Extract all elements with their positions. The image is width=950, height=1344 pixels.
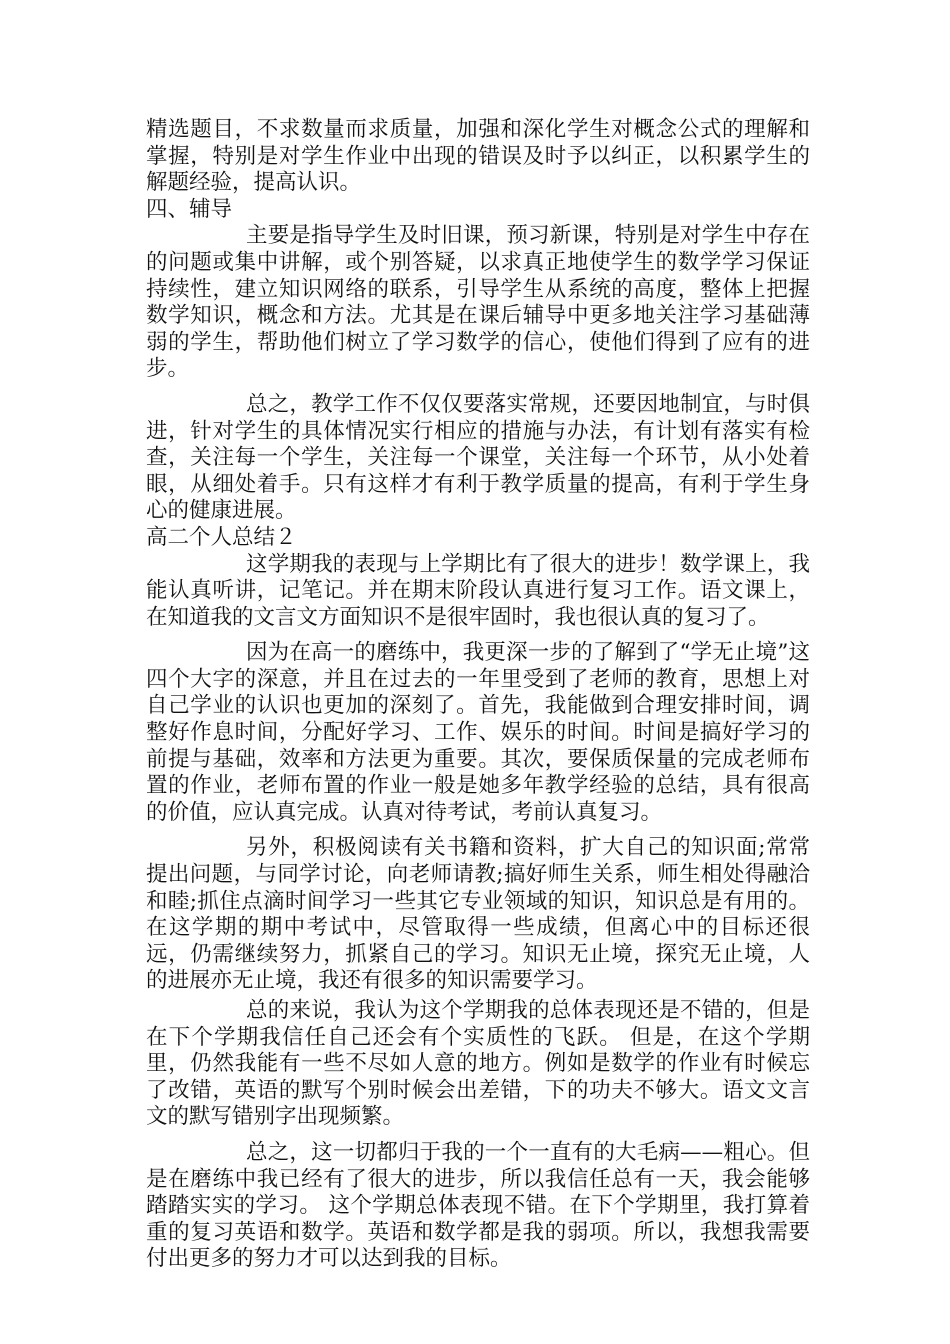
paragraph-tutoring: 主要是指导学生及时旧课，预习新课，特别是对学生中存在的问题或集中讲解，或个别答疑，以求真正地使学生的数学学习保证持续性，建立知识网络的联系，引导学生从系统的高度，整体上把握数学知识，概念和方法。尤其是在课后辅导中更多地关注学习基础薄弱的学生，帮助他们树立了学习数学的信心，使他们得到了应有的进步。 [146,223,810,382]
paragraph-progress: 这学期我的表现与上学期比有了很大的进步！数学课上，我能认真听讲，记笔记。并在期末阶段认真进行复习工作。语文课上，在知道我的文言文方面知识不是很牢固时，我也很认真的复习了。 [146,551,810,630]
paragraph-overall: 总的来说，我认为这个学期我的总体表现还是不错的，但是在下个学期我信任自己还会有个实质性的飞跃。 但是，在这个学期里，仍然我能有一些不尽如人意的地方。例如是数学的作业有时候忘了改错，英语的默写个别时候会出差错，下的功夫不够大。语文文言文的默写错别字出现频繁。 [146,998,810,1130]
paragraph-conclusion: 总之，这一切都归于我的一个一直有的大毛病——粗心。但是在磨练中我已经有了很大的进步，所以我信任总有一天，我会能够踏踏实实的学习。 这个学期总体表现不错。在下个学期里，我打算着重的复习英语和数学。英语和数学都是我的弱项。所以，我想我需要付出更多的努力才可以达到我的目标。 [146,1139,810,1272]
paragraph-reading: 另外，积极阅读有关书籍和资料，扩大自己的知识面;常常提出问题，与同学讨论，向老师请教;搞好师生关系，师生相处得融洽和睦;抓住点滴时间学习一些其它专业领域的知识，知识总是有用的。在这学期的期中考试中，尽管取得一些成绩，但离心中的目标还很远，仍需继续努力，抓紧自己的学习。知识无止境，探究无止境，人的进展亦无止境，我还有很多的知识需要学习。 [146,835,810,994]
paragraph-summary: 总之，教学工作不仅仅要落实常规，还要因地制宜，与时俱进，针对学生的具体情况实行相应的措施与办法，有计划有落实有检查，关注每一个学生，关注每一个课堂，关注每一个环节，从小处着眼，从细处着手。只有这样才有利于教学质量的提高，有利于学生身心的健康进展。 [146,391,810,524]
document-body [146,117,810,1273]
paragraph-continued: 精选题目，不求数量而求质量，加强和深化学生对概念公式的理解和掌握，特别是对学生作业中出现的错误及时予以纠正，以积累学生的解题经验，提高认识。 [146,117,810,196]
paragraph-learning: 因为在高一的磨练中，我更深一步的了解到了“学无止境”这四个大字的深意，并且在过去的一年里受到了老师的教育，思想上对自己学业的认识也更加的深刻了。首先，我能做到合理安排时间，调整好作息时间，分配好学习、工作、娱乐的时间。时间是搞好学习的前提与基础，效率和方法更为重要。其次，要保质保量的完成老师布置的作业，老师布置的作业一般是她多年教学经验的总结，具有很高的价值，应认真完成。认真对待考试，考前认真复习。 [146,640,810,825]
section-heading-tutoring: 四、辅导 [146,196,233,222]
section-heading-summary-2: 高二个人总结２ [146,524,297,550]
